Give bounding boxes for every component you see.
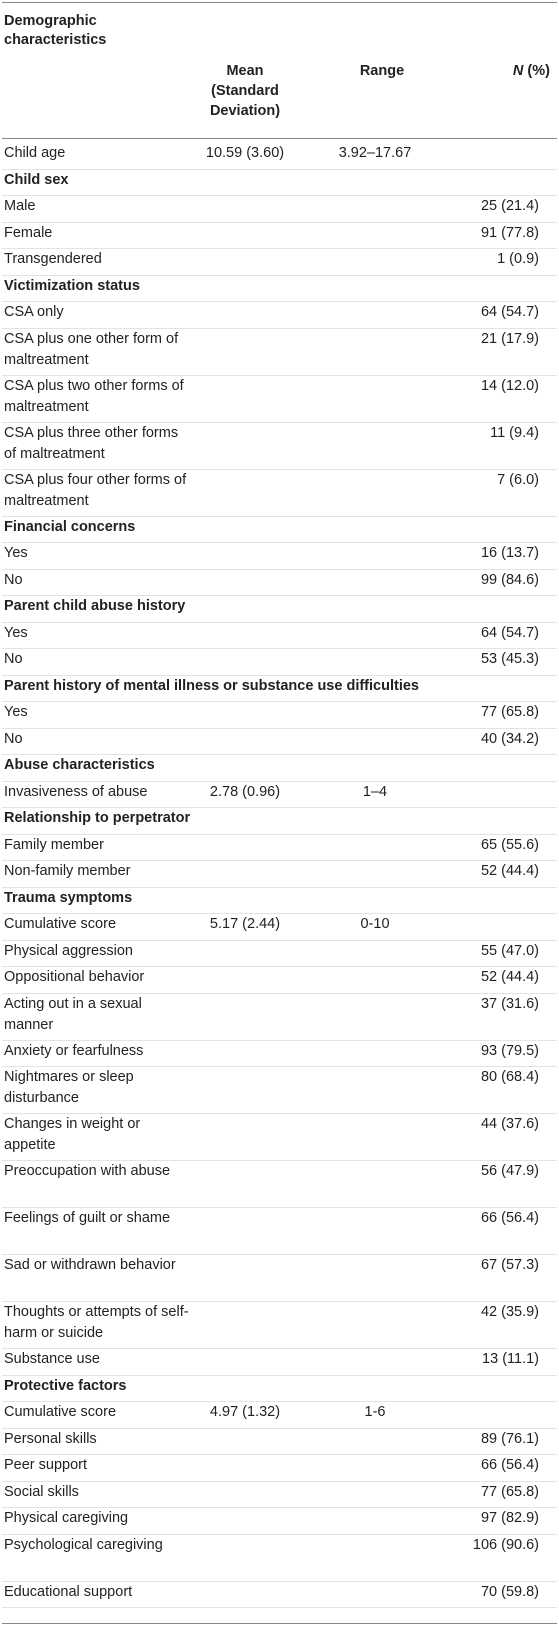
row-label: Nightmares or sleep disturbance <box>4 1069 134 1106</box>
row-label: Personal skills <box>4 1430 97 1447</box>
n-percent-cell: 7 (6.0) <box>497 471 539 488</box>
table-row <box>0 914 559 941</box>
table-row <box>0 423 559 470</box>
n-percent-cell: 66 (56.4) <box>480 1457 539 1473</box>
mean-cell: 10.59 (3.60) <box>205 145 285 161</box>
n-percent-cell: 89 (76.1) <box>480 1430 539 1447</box>
row-label: Oppositional behavior <box>4 969 145 985</box>
mean-cell: 4.97 (1.32) <box>209 1404 281 1420</box>
section-label: Abuse characteristics <box>4 757 155 773</box>
n-percent-cell: 77 (65.8) <box>480 1483 539 1500</box>
table-row <box>0 782 559 809</box>
table-row <box>0 543 559 570</box>
table-bottom-rule <box>2 1623 557 1624</box>
table-row <box>0 196 559 223</box>
n-percent-cell: 93 (79.5) <box>480 1042 539 1059</box>
table-body <box>0 143 559 1608</box>
table-row <box>0 1255 559 1302</box>
n-percent-cell: 44 (37.6) <box>480 1116 539 1132</box>
section-label: Parent history of mental illness or substance use difficulties <box>4 677 419 694</box>
row-label: Family member <box>4 836 104 853</box>
table-row <box>0 1041 559 1068</box>
row-label: CSA plus two other forms of maltreatment <box>4 377 184 415</box>
header-range-column: Range <box>359 63 405 79</box>
row-label: Thoughts or attempts of self-harm or suicide <box>4 1304 189 1341</box>
table-row <box>0 1429 559 1456</box>
table-row <box>0 249 559 276</box>
table-row <box>0 729 559 756</box>
row-label: CSA plus three other forms of maltreatment <box>4 424 179 462</box>
row-label: Preoccupation with abuse <box>4 1163 171 1179</box>
n-percent-cell: 70 (59.8) <box>480 1583 539 1600</box>
table-row <box>0 1161 559 1208</box>
row-label: Yes <box>4 624 28 641</box>
row-label: No <box>4 571 23 588</box>
table-row <box>0 223 559 250</box>
row-label: Anxiety or fearfulness <box>4 1042 144 1059</box>
table-row <box>0 143 559 170</box>
header-rule <box>2 138 557 139</box>
table-row <box>0 1067 559 1114</box>
row-label: CSA plus one other form of maltreatment <box>4 330 179 368</box>
n-percent-cell: 66 (56.4) <box>480 1210 539 1226</box>
section-label: Parent child abuse history <box>4 598 186 614</box>
table-row <box>0 302 559 329</box>
table-row <box>0 1402 559 1429</box>
row-label: Changes in weight or appetite <box>4 1116 141 1153</box>
row-label: Child age <box>4 145 66 161</box>
table-row <box>0 1208 559 1255</box>
row-label: Acting out in a sexual manner <box>4 995 142 1033</box>
row-label: Feelings of guilt or shame <box>4 1210 171 1226</box>
row-label: Female <box>4 224 53 241</box>
table-row <box>0 941 559 968</box>
section-header-row <box>0 1376 559 1403</box>
row-label: Social skills <box>4 1483 79 1500</box>
row-label: Yes <box>4 704 28 720</box>
n-percent-cell: 64 (54.7) <box>480 304 539 320</box>
header-n-column <box>450 61 550 81</box>
table-row <box>0 649 559 676</box>
row-label: Cumulative score <box>4 1404 117 1420</box>
section-header-row <box>0 517 559 544</box>
table-row <box>0 570 559 597</box>
header-n-italic: N <box>512 63 524 79</box>
table-row <box>0 1302 559 1349</box>
section-header-row <box>0 170 559 197</box>
n-percent-cell: 13 (11.1) <box>482 1351 539 1367</box>
row-label: Substance use <box>4 1351 100 1367</box>
table-row <box>0 1482 559 1509</box>
row-label: Psychological caregiving <box>4 1536 163 1553</box>
row-label: Physical caregiving <box>4 1510 129 1526</box>
section-header-row <box>0 755 559 782</box>
n-percent-cell: 37 (31.6) <box>480 995 539 1012</box>
row-label: Male <box>4 198 36 214</box>
row-divider <box>2 1607 557 1608</box>
section-header-row <box>0 276 559 303</box>
range-cell: 3.92–17.67 <box>338 145 412 161</box>
header-n-percent: (%) <box>523 63 550 79</box>
section-label: Relationship to perpetrator <box>4 810 191 826</box>
row-label: CSA plus four other forms of maltreatment <box>4 471 187 509</box>
n-percent-cell: 25 (21.4) <box>480 198 539 214</box>
row-label: Transgendered <box>4 251 102 267</box>
n-percent-cell: 77 (65.8) <box>480 704 539 720</box>
n-percent-cell: 91 (77.8) <box>480 224 539 241</box>
table-row <box>0 1114 559 1161</box>
mean-cell: 2.78 (0.96) <box>209 783 281 800</box>
range-cell: 0-10 <box>360 916 390 932</box>
n-percent-cell: 52 (44.4) <box>480 969 539 985</box>
n-percent-cell: 53 (45.3) <box>480 651 539 667</box>
n-percent-cell: 40 (34.2) <box>480 730 539 747</box>
row-label: Invasiveness of abuse <box>4 783 148 800</box>
header-title: Demographic characteristics <box>4 13 107 48</box>
table-row <box>0 470 559 517</box>
table-row <box>0 623 559 650</box>
table-row <box>0 702 559 729</box>
row-label: Peer support <box>4 1457 88 1473</box>
n-percent-cell: 14 (12.0) <box>480 377 539 394</box>
table-row <box>0 376 559 423</box>
section-header-row <box>0 596 559 623</box>
table-row <box>0 1535 559 1582</box>
row-label: No <box>4 730 23 747</box>
n-percent-cell: 67 (57.3) <box>480 1257 539 1273</box>
section-label: Child sex <box>4 171 69 188</box>
row-label: CSA only <box>4 304 64 320</box>
n-percent-cell: 11 (9.4) <box>490 424 539 441</box>
table-row <box>0 1508 559 1535</box>
table-row <box>0 861 559 888</box>
n-percent-cell: 55 (47.0) <box>480 942 539 959</box>
n-percent-cell: 1 (0.9) <box>497 251 539 267</box>
table-row <box>0 967 559 994</box>
section-label: Trauma symptoms <box>4 889 133 906</box>
table-row <box>0 1349 559 1376</box>
mean-cell: 5.17 (2.44) <box>209 916 281 932</box>
n-percent-cell: 106 (90.6) <box>472 1536 539 1553</box>
row-label: No <box>4 651 23 667</box>
section-label: Financial concerns <box>4 518 136 535</box>
n-percent-cell: 56 (47.9) <box>480 1163 539 1179</box>
row-label: Yes <box>4 545 28 561</box>
range-cell: 1-6 <box>364 1404 386 1420</box>
row-label: Educational support <box>4 1583 133 1600</box>
n-percent-cell: 97 (82.9) <box>480 1510 539 1526</box>
section-label: Protective factors <box>4 1377 127 1394</box>
header-mean-column: Mean (Standard Deviation) <box>209 63 281 119</box>
section-header-row <box>0 888 559 915</box>
table-row <box>0 1582 559 1609</box>
table-row <box>0 1455 559 1482</box>
n-percent-cell: 52 (44.4) <box>480 863 539 879</box>
n-percent-cell: 16 (13.7) <box>480 545 539 561</box>
table-row <box>0 994 559 1041</box>
table-row <box>0 835 559 862</box>
section-label: Victimization status <box>4 277 140 294</box>
section-header-row <box>0 808 559 835</box>
row-label: Sad or withdrawn behavior <box>4 1257 176 1273</box>
table-top-rule <box>2 2 557 3</box>
n-percent-cell: 64 (54.7) <box>480 624 539 641</box>
section-header-row <box>0 676 559 703</box>
n-percent-cell: 42 (35.9) <box>480 1304 539 1320</box>
row-label: Cumulative score <box>4 916 117 932</box>
n-percent-cell: 80 (68.4) <box>480 1069 539 1085</box>
table-row <box>0 329 559 376</box>
n-percent-cell: 65 (55.6) <box>480 836 539 853</box>
row-label: Physical aggression <box>4 942 133 959</box>
range-cell: 1–4 <box>362 783 388 800</box>
n-percent-cell: 99 (84.6) <box>480 571 539 588</box>
n-percent-cell: 21 (17.9) <box>480 330 539 347</box>
row-label: Non-family member <box>4 863 131 879</box>
